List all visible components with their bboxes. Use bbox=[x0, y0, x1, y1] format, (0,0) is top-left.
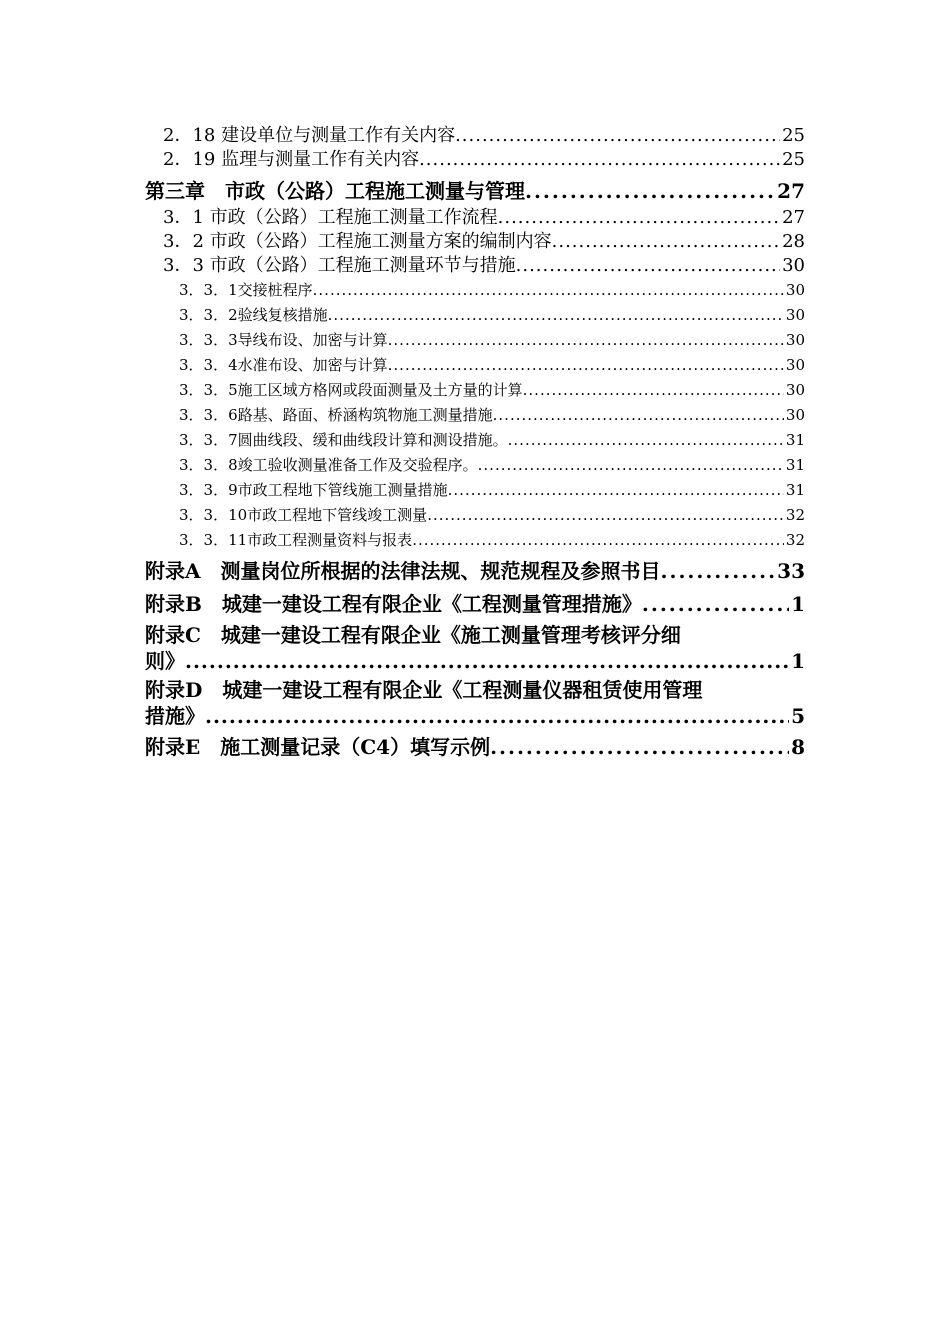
toc-entry-label: 3．3．6路基、路面、桥涵构筑物施工测量措施 bbox=[179, 406, 493, 424]
table-of-contents bbox=[145, 124, 805, 762]
toc-leader-dots bbox=[478, 453, 784, 478]
toc-entry-label-line1: 附录D 城建一建设工程有限企业《工程测量仪器租赁使用管理 bbox=[145, 678, 703, 702]
toc-leader-dots bbox=[185, 648, 789, 674]
toc-leader-dots bbox=[427, 503, 784, 528]
toc-leader-dots bbox=[516, 254, 780, 278]
toc-leader-dots bbox=[493, 403, 784, 428]
toc-entry-label: 3．1 市政（公路）工程施工测量工作流程 bbox=[163, 207, 498, 228]
toc-page-number: 32 bbox=[785, 506, 805, 524]
toc-page-number: 31 bbox=[785, 456, 805, 474]
toc-entry-label: 3．3．8竣工验收测量准备工作及交验程序。 bbox=[179, 456, 478, 474]
toc-leader-dots bbox=[508, 428, 784, 453]
toc-entry-appendix-c[interactable] bbox=[145, 622, 805, 674]
toc-entry-label: 附录E 施工测量记录（C4）填写示例 bbox=[145, 735, 491, 759]
toc-entry-3-3-2[interactable] bbox=[145, 303, 805, 328]
toc-leader-dots bbox=[328, 303, 784, 328]
toc-page-number: 5 bbox=[791, 704, 805, 728]
toc-page-number: 30 bbox=[785, 381, 805, 399]
toc-entry-3-3-5[interactable] bbox=[145, 378, 805, 403]
toc-entry-3-3-11[interactable] bbox=[145, 528, 805, 553]
toc-entry-appendix-a[interactable] bbox=[145, 556, 805, 586]
toc-entry-label: 附录B 城建一建设工程有限企业《工程测量管理措施》 bbox=[145, 592, 642, 616]
toc-leader-dots bbox=[419, 148, 780, 172]
toc-page-number: 27 bbox=[782, 207, 805, 228]
toc-entry-appendix-e[interactable] bbox=[145, 732, 805, 762]
toc-entry-2-19[interactable] bbox=[145, 148, 805, 172]
toc-leader-dots bbox=[205, 703, 789, 729]
toc-leader-dots bbox=[455, 124, 780, 148]
toc-entry-label: 3．3．7圆曲线段、缓和曲线段计算和测设措施。 bbox=[179, 431, 508, 449]
toc-page-number: 1 bbox=[791, 592, 805, 616]
toc-page-number: 30 bbox=[785, 306, 805, 324]
toc-leader-dots bbox=[388, 353, 784, 378]
toc-entry-label-line2: 措施》 bbox=[145, 704, 205, 728]
toc-entry-3-3-9[interactable] bbox=[145, 478, 805, 503]
toc-page-number: 27 bbox=[777, 179, 805, 203]
toc-entry-label: 3．3．5施工区域方格网或段面测量及土方量的计算 bbox=[179, 381, 523, 399]
toc-page-number: 8 bbox=[791, 735, 805, 759]
toc-page-number: 31 bbox=[785, 431, 805, 449]
toc-entry-3-3-10[interactable] bbox=[145, 503, 805, 528]
toc-leader-dots bbox=[490, 732, 789, 762]
toc-entry-label: 3．3．4水准布设、加密与计算 bbox=[179, 356, 388, 374]
toc-leader-dots bbox=[525, 176, 775, 206]
toc-entry-3-1[interactable] bbox=[145, 206, 805, 230]
toc-entry-label: 3．2 市政（公路）工程施工测量方案的编制内容 bbox=[163, 231, 552, 252]
toc-leader-dots bbox=[498, 206, 780, 230]
toc-page-number: 32 bbox=[785, 531, 805, 549]
toc-leader-dots bbox=[388, 328, 784, 353]
toc-entry-label: 3．3．2验线复核措施 bbox=[179, 306, 328, 324]
toc-entry-label: 3．3．10市政工程地下管线竣工测量 bbox=[179, 506, 428, 524]
toc-entry-2-18[interactable] bbox=[145, 124, 805, 148]
toc-page-number: 25 bbox=[782, 149, 805, 170]
toc-entry-line2 bbox=[145, 648, 805, 674]
toc-entry-3-3-4[interactable] bbox=[145, 353, 805, 378]
toc-entry-label: 3．3 市政（公路）工程施工测量环节与措施 bbox=[163, 255, 516, 276]
toc-page-number: 31 bbox=[785, 481, 805, 499]
toc-entry-label: 2．18 建设单位与测量工作有关内容 bbox=[163, 125, 456, 146]
toc-entry-label: 3．3．3导线布设、加密与计算 bbox=[179, 331, 388, 349]
toc-entry-label: 2．19 监理与测量工作有关内容 bbox=[163, 149, 420, 170]
toc-page-number: 30 bbox=[785, 281, 805, 299]
toc-page-number: 1 bbox=[791, 649, 805, 673]
toc-entry-label: 3．3．9市政工程地下管线施工测量措施 bbox=[179, 481, 448, 499]
toc-entry-3-3-1[interactable] bbox=[145, 278, 805, 303]
toc-leader-dots bbox=[523, 378, 784, 403]
toc-leader-dots bbox=[412, 528, 784, 553]
toc-entry-3-2[interactable] bbox=[145, 230, 805, 254]
toc-entry-label: 3．3．1交接桩程序 bbox=[179, 281, 313, 299]
toc-page-number: 30 bbox=[785, 331, 805, 349]
toc-entry-3-3-3[interactable] bbox=[145, 328, 805, 353]
toc-page-number: 25 bbox=[782, 125, 805, 146]
toc-page-number: 30 bbox=[785, 406, 805, 424]
toc-entry-label: 附录A 测量岗位所根据的法律法规、规范规程及参照书目 bbox=[145, 559, 661, 583]
toc-page-number: 28 bbox=[782, 231, 805, 252]
toc-entry-label: 3．3．11市政工程测量资料与报表 bbox=[179, 531, 413, 549]
toc-entry-chapter-3[interactable] bbox=[145, 176, 805, 206]
toc-leader-dots bbox=[448, 478, 784, 503]
toc-entry-label-line2: 则》 bbox=[145, 649, 185, 673]
toc-entry-3-3[interactable] bbox=[145, 254, 805, 278]
toc-leader-dots bbox=[552, 230, 780, 254]
toc-entry-3-3-8[interactable] bbox=[145, 453, 805, 478]
toc-page-number: 30 bbox=[782, 255, 805, 276]
toc-entry-appendix-d[interactable] bbox=[145, 677, 805, 729]
toc-page-number: 30 bbox=[785, 356, 805, 374]
toc-leader-dots bbox=[313, 278, 784, 303]
toc-entry-3-3-6[interactable] bbox=[145, 403, 805, 428]
toc-entry-appendix-b[interactable] bbox=[145, 589, 805, 619]
toc-leader-dots bbox=[661, 556, 776, 586]
toc-entry-label-line1: 附录C 城建一建设工程有限企业《施工测量管理考核评分细 bbox=[145, 623, 681, 647]
toc-entry-label: 第三章 市政（公路）工程施工测量与管理 bbox=[145, 179, 525, 203]
toc-entry-line2 bbox=[145, 703, 805, 729]
toc-entry-3-3-7[interactable] bbox=[145, 428, 805, 453]
toc-page-number: 33 bbox=[777, 559, 805, 583]
toc-leader-dots bbox=[642, 589, 789, 619]
